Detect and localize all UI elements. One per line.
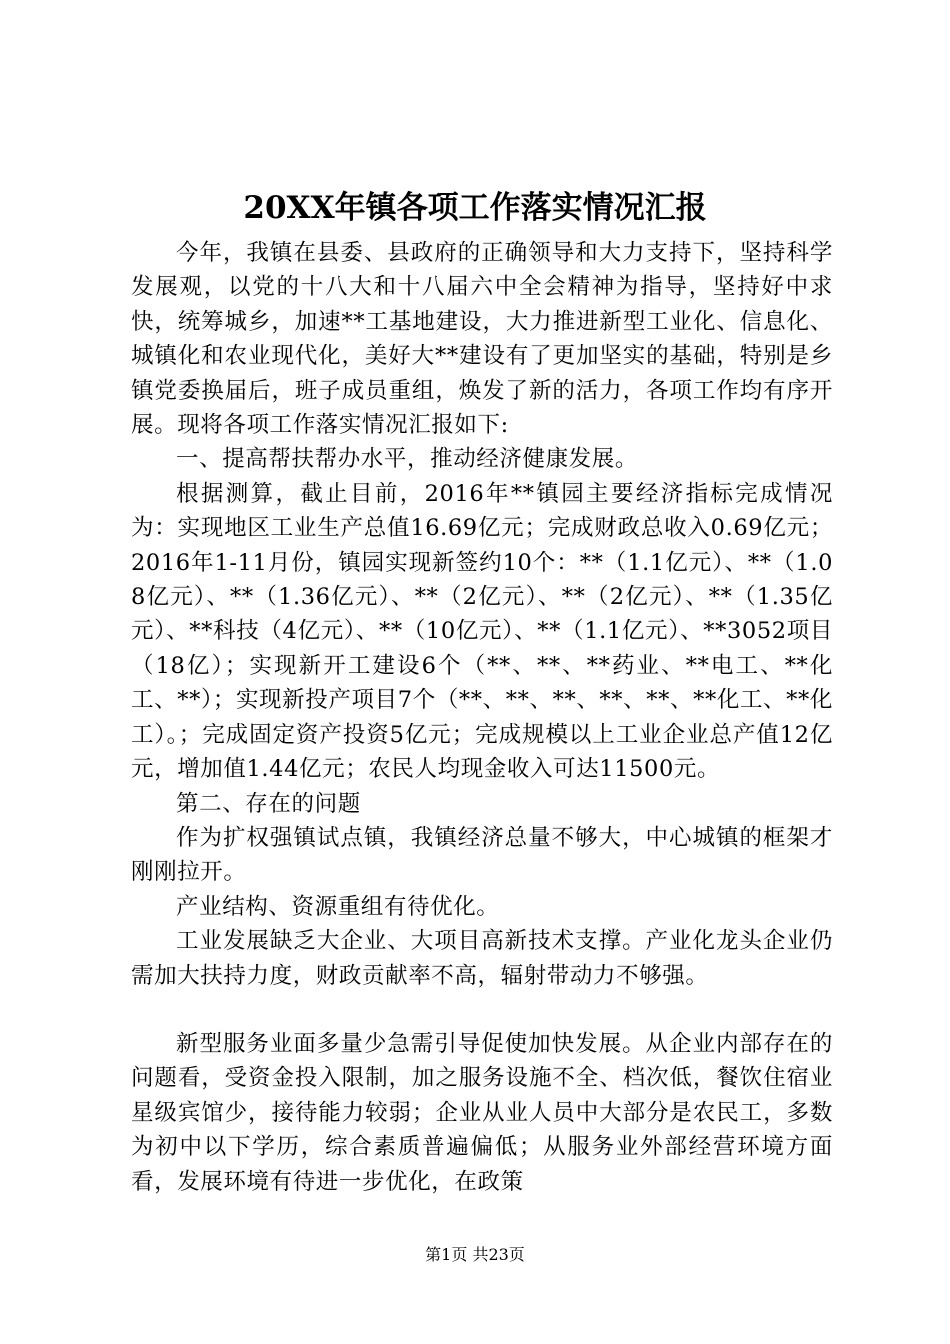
document-title: 20XX年镇各项工作落实情况汇报 <box>243 190 707 226</box>
paragraph-intro: 今年，我镇在县委、县政府的正确领导和大力支持下，坚持科学发展观，以党的十八大和十八届六中全会精神为指导，坚持好中求快，统筹城乡，加速**工基地建设，大力推进新型工业化、信息化、城镇化和农业现代化，美好大**建设有了更加坚实的基础，特别是乡镇党委换届后，班子成员重组，焕发了新的活力，各项工作均有序开展。现将各项工作落实情况汇报如下: <box>131 240 833 439</box>
paragraph-economic-indicators: 根据测算，截止目前，2016年**镇园主要经济指标完成情况为：实现地区工业生产总值16.69亿元；完成财政总收入0.69亿元；2016年1-11月份，镇园实现新签约10个：**（1.1亿元）、**（1.08亿元）、**（1.36亿元）、**（2亿元）、**（2亿元）、**（1.35亿元）、**科技（4亿元）、**（10亿元）、**（1.1亿元）、**3052项目（18亿）；实现新开工建设6个（**、**、**药业、**电工、**化工、**）；实现新投产项目7个（**、**、**、**、**、**化工、**化工）。；完成固定资产投资5亿元；完成规模以上工业企业总产值12亿元，增加值1.44亿元；农民人均现金收入可达11500元。 <box>131 480 833 783</box>
paragraph-spacer <box>131 993 833 1027</box>
page-number-footer: 第1页 共23页 <box>425 1245 525 1264</box>
paragraph-problem-services: 新型服务业面多量少急需引导促使加快发展。从企业内部存在的问题看，受资金投入限制，加之服务设施不全、档次低，餐饮住宿业星级宾馆少，接待能力较弱；企业从业人员中大部分是农民工，多数为初中以下学历，综合素质普遍偏低；从服务业外部经营环境方面看，发展环境有待进一步优化，在政策 <box>131 1030 833 1195</box>
paragraph-problem-industry: 工业发展缺乏大企业、大项目高新技术支撑。产业化龙头企业仍需加大扶持力度，财政贡献率不高，辐射带动力不够强。 <box>131 928 833 989</box>
paragraph-section-one-heading: 一、提高帮扶帮办水平，推动经济健康发展。 <box>176 446 639 473</box>
paragraph-problem-scale: 作为扩权强镇试点镇，我镇经济总量不够大，中心城镇的框架才刚刚拉开。 <box>131 824 833 886</box>
paragraph-section-two-heading: 第二、存在的问题 <box>176 790 361 817</box>
document-body <box>131 236 833 1199</box>
paragraph-problem-structure: 产业结构、资源重组有待优化。 <box>176 893 500 920</box>
